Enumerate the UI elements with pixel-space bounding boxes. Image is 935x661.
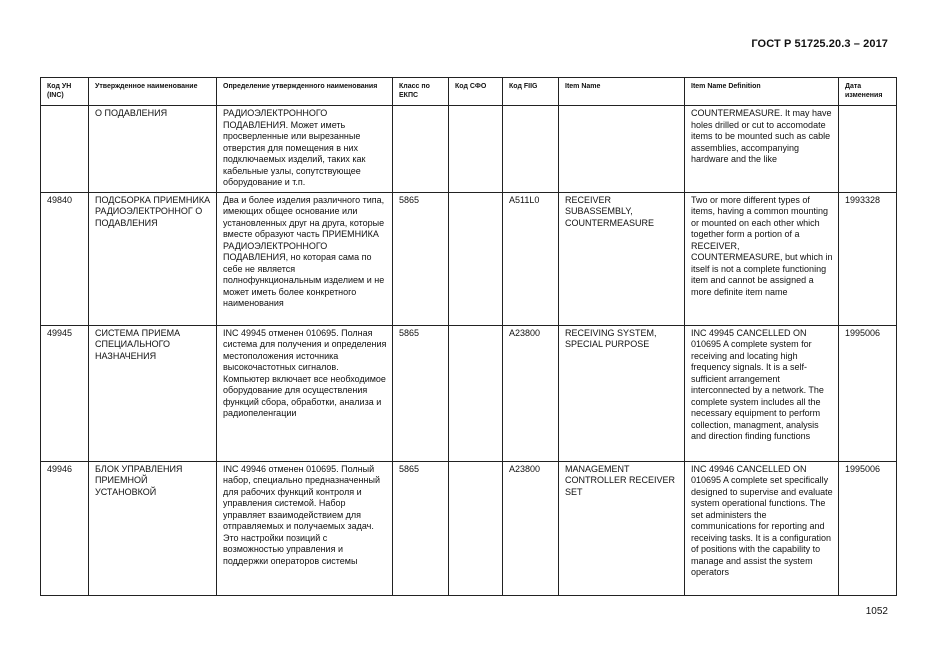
- table-header-row: [41, 78, 897, 106]
- table-row: [41, 325, 897, 461]
- cell-fiig: A23800: [503, 461, 559, 595]
- cell-definition: Два и более изделия различного типа, имеющих общее основание или установленных друг на друга, которые вместе образуют часть ПРИЕМНИКА РАДИОЭЛЕКТРОННОГО ПОДАВЛЕНИЯ, но которая сама по себе не является полнофункциональным изделием и не может иметь более конкретного наименования: [217, 192, 393, 325]
- cell-definition: INC 49945 отменен 010695. Полная система для получения и определения местоположения источника высокочастотных сигналов. Компьютер включает все необходимое оборудование для осуществления функций сбора, обработки, анализа и радиопеленгации: [217, 325, 393, 461]
- cell-definition: РАДИОЭЛЕКТРОННОГО ПОДАВЛЕНИЯ. Может иметь просверленные или вырезанные отверстия для помещения в них подключаемых изделий, таких как кабельные узлы, сопутствующее оборудование и т.п.: [217, 106, 393, 193]
- cell-class: [393, 106, 449, 193]
- cell-date: 1993328: [839, 192, 897, 325]
- cell-class: 5865: [393, 192, 449, 325]
- column-header-fiig: Код FIIG: [503, 78, 559, 106]
- cell-class: 5865: [393, 325, 449, 461]
- column-header-definition: Определение утвержденного наименования: [217, 78, 393, 106]
- cell-inc: 49945: [41, 325, 89, 461]
- table-row: [41, 192, 897, 325]
- document-title: ГОСТ Р 51725.20.3 – 2017: [751, 38, 888, 50]
- cell-sfo: [449, 192, 503, 325]
- column-header-item-name-definition: Item Name Definition: [685, 78, 839, 106]
- cell-fiig: [503, 106, 559, 193]
- cell-sfo: [449, 461, 503, 595]
- cell-item-name-definition: Two or more different types of items, having a common mounting or mounted on each other which together form a portion of a RECEIVER, COUNTERMEASURE, but which in itself is not a complete functioning item and cannot be assigned a more definite item name: [685, 192, 839, 325]
- cell-definition: INC 49946 отменен 010695. Полный набор, специально предназначенный для рабочих функций контроля и управления системой. Набор управляет взаимодействием для отправляемых и получаемых задач. Это настройки позиций с возможностью управления и поддержки операторов системы: [217, 461, 393, 595]
- cell-date: 1995006: [839, 325, 897, 461]
- cell-date: [839, 106, 897, 193]
- cell-class: 5865: [393, 461, 449, 595]
- column-header-item-name: Item Name: [559, 78, 685, 106]
- cell-item-name-definition: INC 49946 CANCELLED ON 010695 A complete set specifically designed to supervise and evaluate system operational functions. The set administers the communications for reporting and receiving tasks. It is a configuration of positions with the capability to manage and assist the system operators: [685, 461, 839, 595]
- cell-item-name: [559, 106, 685, 193]
- cell-item-name-definition: COUNTERMEASURE. It may have holes drilled or cut to accomodate items to be mounted such as cable assemblies, accompanying hardware and the like: [685, 106, 839, 193]
- cell-inc: 49840: [41, 192, 89, 325]
- cell-approved-name: ПОДСБОРКА ПРИЕМНИКА РАДИОЭЛЕКТРОННОГ О ПОДАВЛЕНИЯ: [89, 192, 217, 325]
- cell-approved-name: СИСТЕМА ПРИЕМА СПЕЦИАЛЬНОГО НАЗНАЧЕНИЯ: [89, 325, 217, 461]
- cell-inc: [41, 106, 89, 193]
- cell-item-name: RECEIVER SUBASSEMBLY, COUNTERMEASURE: [559, 192, 685, 325]
- cell-item-name-definition: INC 49945 CANCELLED ON 010695 A complete system for receiving and locating high frequency signals. It is a self-sufficient arrangement interconnected by a network. The complete system includes all the necessary equipment to perform collection, managment, analysis and direction finding functions: [685, 325, 839, 461]
- column-header-inc: Код УН (INC): [41, 78, 89, 106]
- cell-approved-name: О ПОДАВЛЕНИЯ: [89, 106, 217, 193]
- column-header-name: Утвержденное наименование: [89, 78, 217, 106]
- column-header-date: Дата изменения: [839, 78, 897, 106]
- table-row: [41, 461, 897, 595]
- data-table: [40, 77, 897, 596]
- cell-fiig: A511L0: [503, 192, 559, 325]
- column-header-sfo: Код СФО: [449, 78, 503, 106]
- table-row: [41, 106, 897, 193]
- cell-sfo: [449, 325, 503, 461]
- cell-approved-name: БЛОК УПРАВЛЕНИЯ ПРИЕМНОЙ УСТАНОВКОЙ: [89, 461, 217, 595]
- cell-item-name: MANAGEMENT CONTROLLER RECEIVER SET: [559, 461, 685, 595]
- cell-sfo: [449, 106, 503, 193]
- cell-inc: 49946: [41, 461, 89, 595]
- column-header-class: Класс по ЕКПС: [393, 78, 449, 106]
- cell-date: 1995006: [839, 461, 897, 595]
- page-number: 1052: [865, 606, 888, 617]
- cell-item-name: RECEIVING SYSTEM, SPECIAL PURPOSE: [559, 325, 685, 461]
- cell-fiig: A23800: [503, 325, 559, 461]
